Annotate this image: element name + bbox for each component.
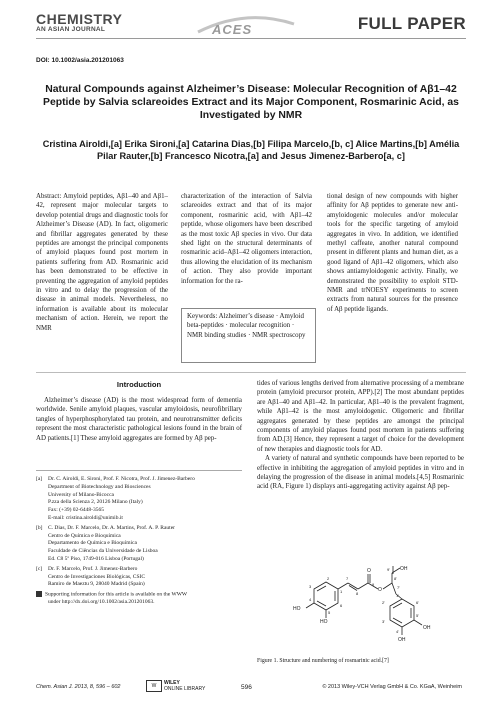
atom-number: 4	[309, 597, 312, 602]
affiliation-c: [c] Dr. F. Marcelo, Prof. J. Jimenez-Barbero Centro de Investigaciones Biológicas, CSIC Ramiro de Maeztu 9, 28040 Madrid (Spain)	[36, 565, 145, 588]
abstract-col-3: tional design of new compounds with higher affinity for Aβ peptides to generate new anti-amyloidogenic molecules and/or molecular tools for the specific targeting of amyloid aggregates in vivo. In addition, we identified methyl caffeate, another natural compound present in different plants and human diet, as a good ligand of Aβ1–42 oligomers, which also shows antiamyloidogenic activity. Finally, we demonstrated the possibility to exploit STD-NMR and trNOESY experiments to screen extracts from natural sources for the presence of Aβ peptide ligands.	[327, 193, 458, 313]
atom-number: 8	[356, 591, 359, 596]
supporting-info: Supporting information for this article is available on the WWW under http://dx.doi.org/10.1002/asia.201201063.	[36, 591, 242, 607]
email-link[interactable]: E-mail: cristina.airoldi@unimib.it	[48, 514, 123, 521]
supporting-info-link[interactable]: under http://dx.doi.org/10.1002/asia.201201063.	[48, 599, 155, 606]
atom-number: 7	[346, 576, 349, 581]
atom-number: 9	[372, 582, 375, 587]
group-label: O	[378, 587, 382, 593]
figure-caption: Figure 1. Structure and numbering of rosmarinic acid.[7]	[257, 658, 389, 664]
journal-subtitle: AN ASIAN JOURNAL	[36, 26, 106, 33]
journal-logo: CHEMISTRY	[36, 11, 123, 27]
doi[interactable]: DOI: 10.1002/asia.201201063	[36, 57, 124, 64]
header-divider	[36, 38, 466, 39]
section-heading: Introduction	[116, 380, 162, 389]
copyright: © 2013 Wiley-VCH Verlag GmbH & Co. KGaA, Weinheim	[322, 684, 462, 690]
atom-number: 9'	[387, 567, 390, 572]
atom-number: 6'	[416, 600, 419, 605]
atom-number: 5'	[416, 613, 419, 618]
atom-number: 3	[309, 584, 312, 589]
group-label: OH	[400, 566, 408, 572]
wiley-logo[interactable]: W WILEY ONLINE LIBRARY	[146, 680, 205, 692]
intro-right-column	[257, 379, 464, 492]
citation: Chem. Asian J. 2013, 8, 596 – 602	[36, 684, 121, 690]
rosmarinic-acid-structure	[292, 549, 432, 657]
supporting-info-icon	[36, 591, 42, 597]
atom-number: 3'	[382, 619, 385, 624]
aces-logo: ACES	[212, 22, 253, 37]
atom-number: 1	[340, 589, 343, 594]
keywords-box: Keywords: Alzheimer’s disease · Amyloid beta-peptides · molecular recognition · NMR binding studies · NMR spectroscopy	[181, 308, 316, 363]
atom-number: 6	[340, 603, 343, 608]
intro-paragraph-2: tides of various lengths derived from alternative processing of a membrane protein (amyloid precursor protein, APP).[2] The most abundant peptides are Aβ1–40 and Aβ1–42. In particular, Aβ1–40 is the prevalent fragment, while Aβ1–42 is the most amyloidogenic. Oligomeric and fibrillar aggregates generated by these peptides are amongst the principal components of amyloid plaques found post mortem in patients suffering from AD.[3] Hence, they represent a target of choice for the development of new therapies and diagnostic tools for AD.	[257, 380, 464, 453]
footnote-divider	[36, 470, 242, 471]
page-number: 596	[241, 684, 252, 691]
abstract-col-2: characterization of the interaction of Salvia sclareoides extract and that of its major component, rosmarinic acid, with Aβ1–42 peptide, whose oligomers have been described as the most toxic Aβ species in vivo. Our data shed light on the structural determinants of rosmarinic acid–Aβ1–42 oligomers interaction, thus allowing the elucidation of its mechanism of action. They also provide important information for the ra-	[181, 193, 312, 285]
group-label: OH	[398, 637, 406, 643]
atom-number: 1'	[396, 593, 399, 598]
affiliations	[36, 476, 242, 609]
section-divider	[36, 372, 466, 373]
wiley-icon: W	[146, 680, 162, 692]
intro-paragraph-1: Alzheimer’s disease (AD) is the most widespread form of dementia worldwide. Senile amyloid plaques, vascular amyloidosis, neurofibrillary tangles of hyperphosphorylated tau protein, and neurotransmitter deficits represent the most characteristic pathological lesions found in the brain of AD patients.[1] These amyloid aggregates are formed by Aβ pep-	[36, 397, 242, 442]
article-title: Natural Compounds against Alzheimer’s Disease: Molecular Recognition of Aβ1–42 Peptide by Salvia sclareoides Extract and its Major Component, Rosmarinic Acid, as Investigated by NMR	[43, 84, 459, 121]
atom-number: 2'	[382, 600, 385, 605]
author-list: Cristina Airoldi,[a] Erika Sironi,[a] Catarina Dias,[b] Filipa Marcelo,[b, c] Alice Martins,[b] Amélia Pilar Rauter,[b] Francesco Nicotra,[a] and Jesus Jimenez-Barbero[a, c]	[42, 139, 460, 161]
group-label: O	[367, 568, 371, 574]
intro-paragraph-3: A variety of natural and synthetic compounds have been reported to be effective in inhibiting the aggregation of amyloid peptides in vitro and in delaying the progression of the disease in animal models.[4,5] Rosmarinic acid (RA, Figure 1) displays anti-aggregating activity against Aβ pep-	[257, 455, 464, 491]
atom-number: 5	[328, 610, 331, 615]
atom-number: 7'	[397, 585, 400, 590]
group-label: HO	[293, 606, 301, 612]
affiliation-a: [a] Dr. C. Airoldi, E. Sironi, Prof. F. Nicotra, Prof. J. Jimenez-Barbero Department of Biotechnology and Biosciences University of Milano-Bicocca P.zza della Scienza 2, 20126 Milano (Italy) Fax: (+39) 02-6448-3565 E-mail: cristina.airoldi@unimib.it	[36, 476, 195, 521]
abstract-col-1: Abstract: Amyloid peptides, Aβ1–40 and Aβ1–42, represent major molecular targets to develop potential drugs and diagnostic tools for Alzheimer’s Disease (AD). In fact, oligomeric and fibrillar aggregates generated by these peptides are amongst the principal components of amyloid plaques found post mortem in patients suffering from AD. Rosmarinic acid has been demonstrated to be effective in preventing the aggregation of amyloid peptides in vitro and to delay the progression of the disease in animal models. Nevertheless, no information is available about its molecular mechanism of action. Herein, we report the NMR	[36, 193, 168, 332]
article-type: FULL PAPER	[357, 14, 466, 33]
affiliation-b: [b] C. Dias, Dr. F. Marcelo, Dr. A. Martins, Prof. A. P. Rauter Centro de Química e Bioquímica Departamento de Química e Bioquímica Faculdade de Ciências da Universidade de Lisboa Ed. C8 5º Piso, 1749-016 Lisboa (Portugal)	[36, 524, 175, 562]
atom-number: 2	[327, 576, 330, 581]
atom-number: 4'	[396, 629, 399, 634]
atom-number: 8'	[394, 576, 397, 581]
group-label: OH	[423, 625, 431, 631]
group-label: HO	[320, 619, 328, 625]
